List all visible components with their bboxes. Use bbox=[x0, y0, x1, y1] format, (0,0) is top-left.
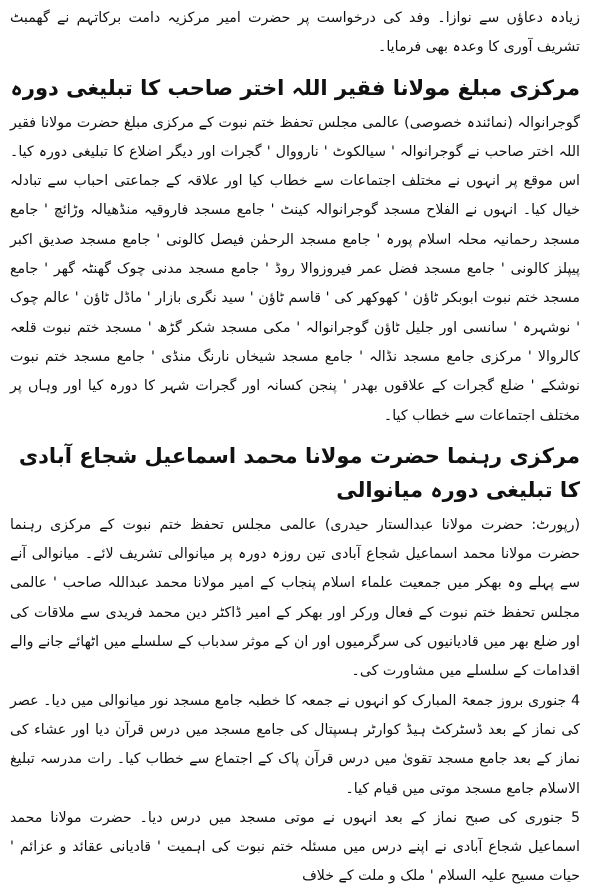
section-1-heading: مرکزی مبلغ مولانا فقیر اللہ اختر صاحب کا تبلیغی دورہ bbox=[10, 75, 580, 100]
section-2-paragraph-3: 5 جنوری کی صبح نماز کے بعد انہوں نے موتی مسجد میں درس دیا۔ حضرت مولانا محمد اسماعیل شجاع آبادی نے اپنے درس میں مسئلہ ختم نبوت کی اہمیت ' قادیانی عقائد و عزائم ' حیات مسیح علیہ السلام ' ملک و ملت کے خلاف bbox=[10, 809, 580, 885]
section-2-heading: مرکزی رہنما حضرت مولانا محمد اسماعیل شجاع آبادی کا تبلیغی دورہ میانوالی bbox=[18, 443, 580, 502]
section-2-paragraph-1: (رپورٹ: حضرت مولانا عبدالستار حیدری) عالمی مجلس تحفظ ختم نبوت کے مرکزی رہنما حضرت مولانا محمد اسماعیل شجاع آبادی تین روزہ دورہ پر میانوالی تشریف لائے۔ میانوالی آنے سے پہلے وہ بھکر میں جمعیت علماء اسلام پنجاب کے امیر مولانا محمد عبداللہ صاحب ' عالمی مجلس تحفظ ختم نبوت کے فعال ورکر اور بھکر کے امیر ڈاکٹر دین محمد فریدی سے ملاقات کی اور ضلع بھر میں قادیانیوں کی سرگرمیوں اور ان کے موثر سدباب کے سلسلے میں اٹھائے جانے والے اقدامات کے سلسلے میں مشاورت کی۔ bbox=[10, 516, 580, 680]
intro-paragraph: زیادہ دعاؤں سے نوازا۔ وفد کی درخواست پر حضرت امیر مرکزیہ دامت برکاتہم نے گھمبٹ تشریف آوری کا وعدہ بھی فرمایا۔ bbox=[10, 10, 580, 56]
section-2-paragraph-2: 4 جنوری بروز جمعۃ المبارک کو انہوں نے جمعہ کا خطبہ جامع مسجد نور میانوالی میں دیا۔ عصر کی نماز کے بعد ڈسٹرکٹ ہیڈ کوارٹر ہسپتال کی جامع مسجد میں درس قرآن دیا اور عشاء کی نماز کے بعد جامع مسجد تقویٰ میں درس قرآن پاک کے اجتماع سے خطاب کیا۔ رات مدرسہ تبلیغ الاسلام جامع مسجد موتی میں قیام کیا۔ bbox=[10, 692, 580, 797]
section-1-paragraph: گوجرانوالہ (نمائندہ خصوصی) عالمی مجلس تحفظ ختم نبوت کے مرکزی مبلغ حضرت مولانا فقیر اللہ اختر صاحب نے گوجرانوالہ ' سیالکوٹ ' نارووال ' گجرات اور دیگر اضلاع کا تبلیغی دورہ کیا۔ اس موقع پر انہوں نے مختلف اجتماعات سے خطاب کیا اور علاقہ کے جماعتی احباب سے تبادلہ خیال کیا۔ انہوں نے الفلاح مسجد گوجرانوالہ کینٹ ' جامع مسجد فاروقیہ منڈھیالہ وڑائچ ' جامع مسجد رحمانیہ محلہ اسلام پورہ ' جامع مسجد الرحمٰن فیصل کالونی ' جامع مسجد صدیق اکبر پیپلز کالونی ' جامع مسجد فضل عمر فیروزوالا روڈ ' جامع مسجد مدنی چوک گھنٹہ گھر ' جامع مسجد ختم نبوت ابوبکر ٹاؤن ' کھوکھر کی ' قاسم ٹاؤن ' سید نگری بازار ' ماڈل ٹاؤن ' عالم چوک ' نوشہرہ ' سانسی اور جلیل ٹاؤن گوجرانوالہ ' مکی مسجد شکر گڑھ ' مسجد ختم نبوت قلعہ کالروالا ' مرکزی جامع مسجد نڈالہ ' جامع مسجد شیخاں نارنگ منڈی ' جامع مسجد ختم نبوت نوشکے ' ضلع گجرات کے علاقوں بھدر ' پنجن کسانہ اور گجرات شہر کا دورہ کیا اور وہاں پر مختلف اجتماعات سے خطاب کیا۔ bbox=[10, 114, 580, 424]
